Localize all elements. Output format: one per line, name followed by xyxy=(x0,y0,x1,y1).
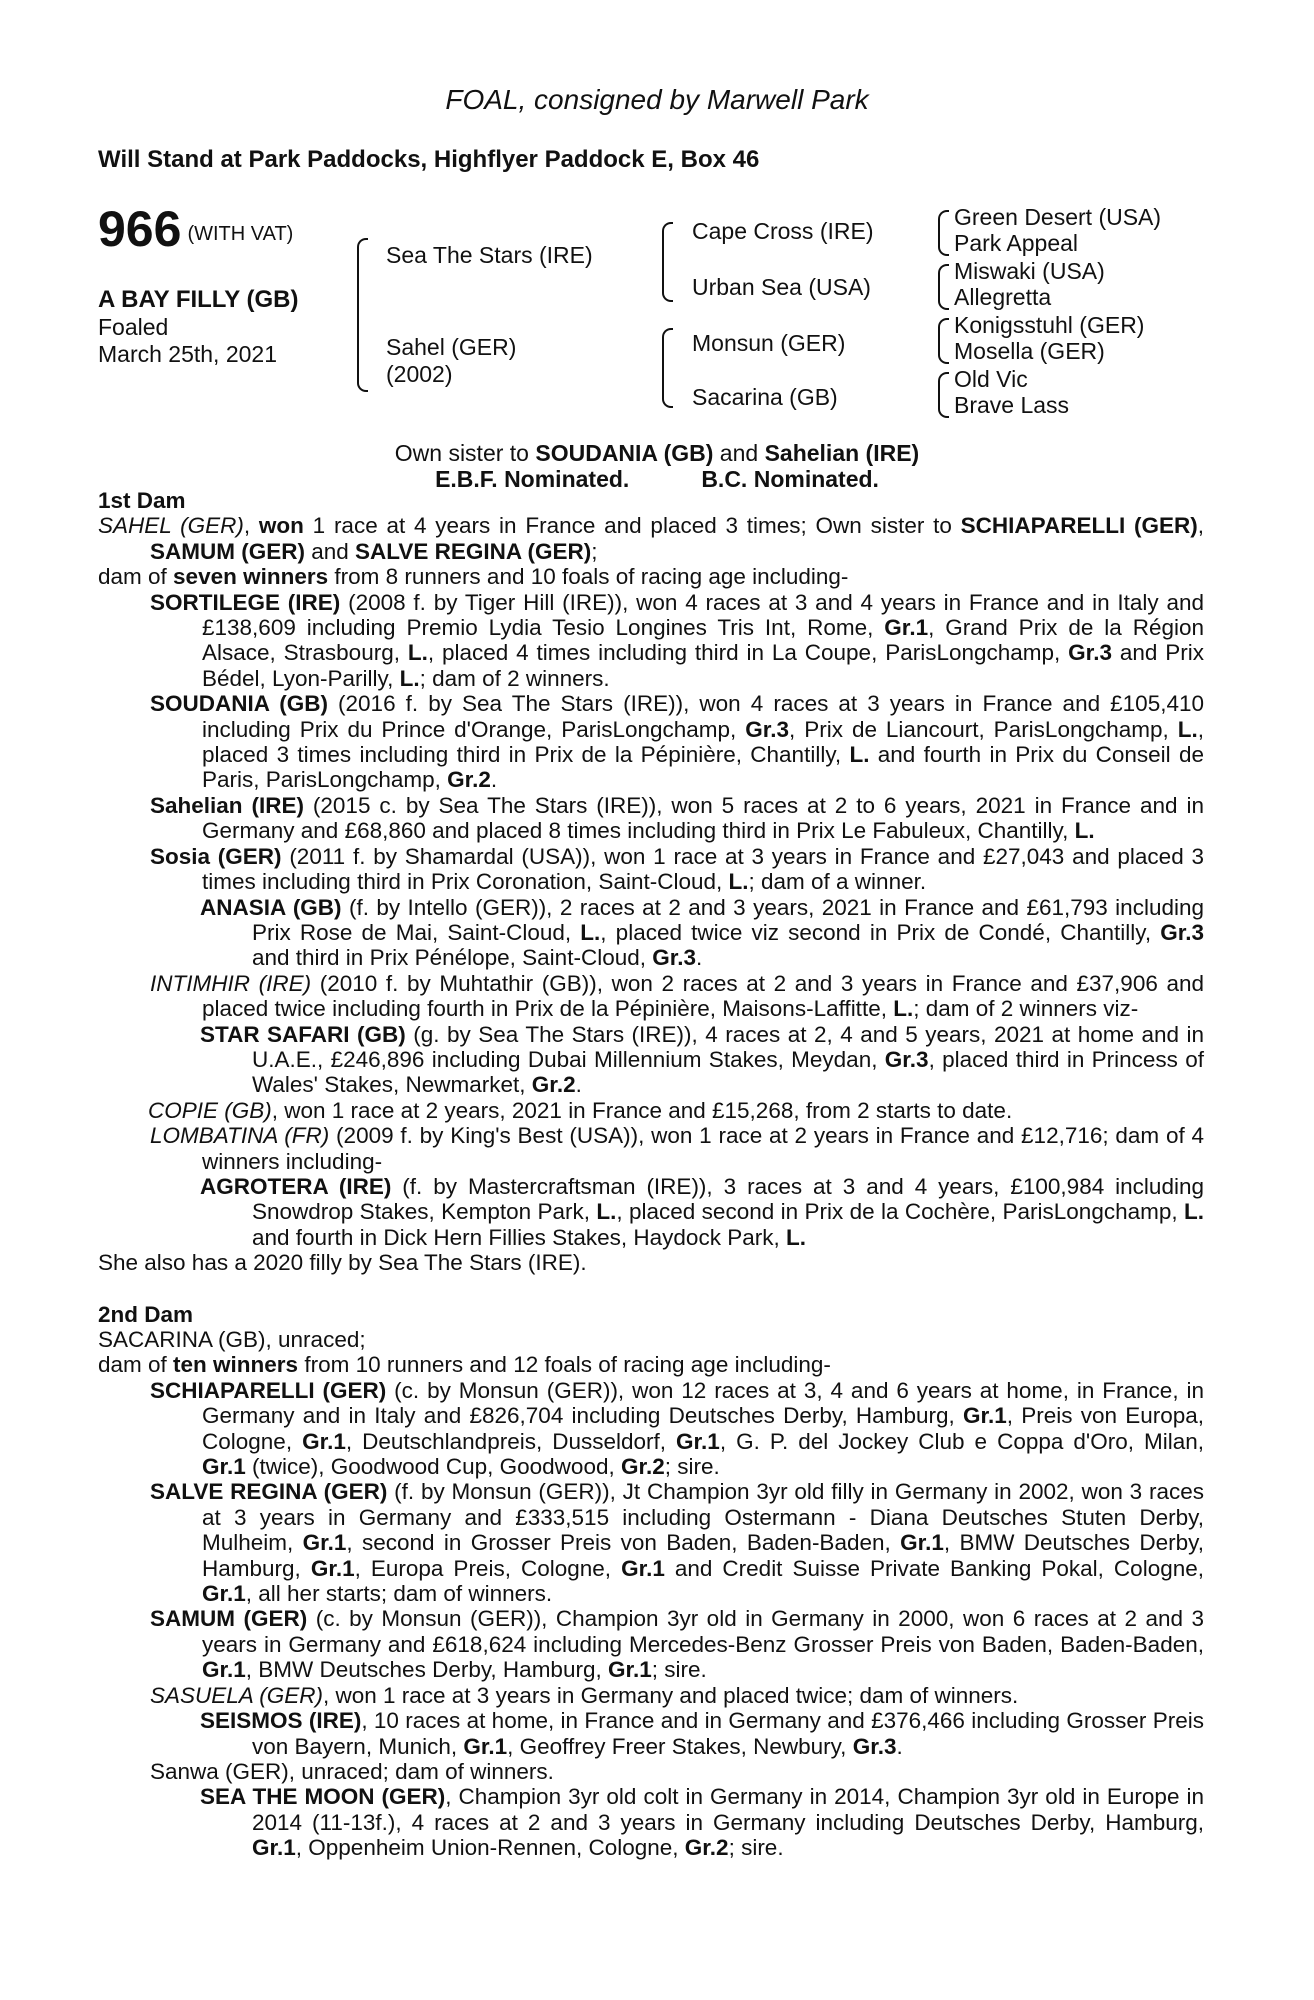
text: , placed 4 times including third in La Coupe, ParisLongchamp, xyxy=(427,640,1069,666)
grade: L. xyxy=(893,996,914,1022)
grade: Gr.3 xyxy=(745,716,790,742)
text: (2015 c. by Sea The Stars (IRE)), won 5 races at 2 to 6 years, 2021 in France and in Germany and £68,860 and placed 8 times including third in Prix Le Fabuleux, Chantilly, xyxy=(202,792,1204,844)
intro-post: from 10 runners and 12 foals of racing age including- xyxy=(298,1352,831,1378)
text: , placed third in Princess of Wales' Stakes, Newmarket, xyxy=(252,1046,1205,1098)
text: , BMW Deutsches Derby, Hamburg, xyxy=(202,1530,1204,1581)
text: . xyxy=(896,1733,903,1759)
foaled-date: March 25th, 2021 xyxy=(98,341,278,367)
text: , Europa Preis, Cologne, xyxy=(354,1555,622,1581)
text: , Champion 3yr old colt in Germany in 2014, Champion 3yr old in Europe in 2014 (11-13f.), 4 races at 2 and 3 years in Germany including Deutsches Derby, Hamburg, xyxy=(252,1784,1204,1835)
dam-record: 1 race at 4 years in France and placed 3 times; Own sister to xyxy=(303,513,961,539)
grade: Gr.1 xyxy=(202,1657,246,1683)
grade: Gr.1 xyxy=(884,615,929,641)
produce-intimhir xyxy=(98,971,1204,1022)
produce-copie xyxy=(98,1098,1204,1123)
produce-sanwa: Sanwa (GER), unraced; dam of winners. xyxy=(150,1758,554,1784)
horse-name: INTIMHIR (IRE) xyxy=(150,970,312,996)
grade: L. xyxy=(849,742,870,768)
grade: Gr.1 xyxy=(310,1555,355,1581)
intro-pre: dam of xyxy=(98,1352,174,1378)
produce-sahelian xyxy=(98,793,1204,844)
pedigree-g5: Konigsstuhl (GER) xyxy=(954,312,1145,338)
grade: Gr.3 xyxy=(884,1046,929,1072)
sister-mid: and xyxy=(713,440,765,466)
text: and Credit Suisse Private Banking Pokal, Cologne, xyxy=(664,1555,1204,1581)
pedigree-sire-sire: Cape Cross (IRE) xyxy=(692,218,874,244)
sibling-1: SCHIAPARELLI (GER) xyxy=(960,513,1198,539)
text: , Oppenheim Union-Rennen, Cologne, xyxy=(295,1835,685,1861)
grade: L. xyxy=(580,919,601,945)
horse-name: Sahelian (IRE) xyxy=(150,792,304,818)
text: , Geoffrey Freer Stakes, Newbury, xyxy=(507,1733,853,1759)
sep-2: and xyxy=(304,538,356,564)
lot-number-value: 966 xyxy=(98,201,182,257)
grade: Gr.3 xyxy=(652,945,697,971)
text: , Prix de Liancourt, ParisLongchamp, xyxy=(789,716,1178,742)
consignor-line: FOAL, consigned by Marwell Park xyxy=(445,84,869,115)
pedigree-g7: Old Vic xyxy=(954,366,1028,392)
winners-count: seven winners xyxy=(173,564,329,590)
second-dam-produce-intro xyxy=(98,1352,1204,1377)
text: , Grand Prix de la Région Alsace, Strasbourg, xyxy=(202,615,1204,666)
produce-samum xyxy=(98,1606,1204,1682)
produce-seismos xyxy=(98,1708,1204,1759)
text: , 10 races at home, in France and in Germany and £376,466 including Grosser Preis von Bayern, Munich, xyxy=(252,1708,1204,1759)
winners-count: ten winners xyxy=(173,1352,299,1378)
grade: Gr.1 xyxy=(302,1530,347,1556)
horse-name: COPIE (GB) xyxy=(148,1097,272,1123)
section-gap xyxy=(98,1276,1204,1302)
pedigree-brace-4 xyxy=(938,210,949,256)
horse-name: SEA THE MOON (GER) xyxy=(200,1784,446,1810)
pedigree-g2: Park Appeal xyxy=(954,230,1079,256)
pedigree-g3: Miswaki (USA) xyxy=(954,258,1105,284)
text: (f. by Monsun (GER)), Jt Champion 3yr old filly in Germany in 2002, won 3 races at 3 years in Germany and £333,515 including Ostermann - Diana Deutsches Stuten Derby, Mulheim, xyxy=(202,1479,1204,1556)
horse-name: SEISMOS (IRE) xyxy=(200,1708,362,1734)
produce-sea-the-moon xyxy=(98,1784,1204,1860)
grade: L. xyxy=(728,869,749,895)
text: , won 1 race at 3 years in Germany and placed twice; dam of winners. xyxy=(322,1682,1019,1708)
first-dam-produce-intro xyxy=(98,564,1204,589)
grade: Gr.2 xyxy=(620,1454,665,1480)
second-dam-summary: SACARINA (GB), unraced; xyxy=(98,1327,366,1352)
ebf-nominated: E.B.F. Nominated. xyxy=(435,466,630,492)
grade: L. xyxy=(1183,1199,1204,1225)
pedigree-g6: Mosella (GER) xyxy=(954,338,1105,364)
text: , all her starts; dam of winners. xyxy=(245,1581,553,1607)
grade: Gr.1 xyxy=(252,1835,296,1861)
lot-title: A BAY FILLY (GB) xyxy=(98,286,299,313)
produce-lombatina xyxy=(98,1123,1204,1174)
text: ; dam of 2 winners viz- xyxy=(913,996,1139,1022)
pedigree-brace-7 xyxy=(938,372,949,418)
pedigree-notes xyxy=(98,488,1204,1861)
text: (2008 f. by Tiger Hill (IRE)), won 4 races at 3 and 4 years in France and in Italy and £138,609 including Premio Lydia Tesio Longines Tris Int, Rome, xyxy=(202,589,1204,641)
text: , placed second in Prix de la Cochère, ParisLongchamp, xyxy=(616,1199,1184,1225)
text: (c. by Monsun (GER)), Champion 3yr old in Germany in 2000, won 6 races at 2 and 3 years in Germany and £618,624 including Mercedes-Benz Grosser Preis von Baden, Baden-Baden, xyxy=(202,1606,1204,1657)
grade: Gr.2 xyxy=(531,1072,576,1098)
text: , BMW Deutsches Derby, Hamburg, xyxy=(245,1657,608,1683)
text: (2009 f. by King's Best (USA)), won 1 race at 2 years in France and £12,716; dam of 4 winners including- xyxy=(202,1123,1205,1174)
text: (c. by Monsun (GER)), won 12 races at 3, 4 and 6 years at home, in France, in Germany and in Italy and £826,704 including Deutsches Derby, Hamburg, xyxy=(202,1377,1204,1429)
grade: Gr.2 xyxy=(684,1835,729,1861)
text: ; sire. xyxy=(728,1835,784,1861)
text: , placed 3 times including third in Prix de la Pépinière, Chantilly, xyxy=(202,716,1204,768)
text: and Prix Bédel, Lyon-Parilly, xyxy=(202,640,1204,691)
horse-name: SASUELA (GER) xyxy=(150,1682,323,1708)
text: , placed twice viz second in Prix de Condé, Chantilly, xyxy=(600,919,1161,945)
grade: Gr.1 xyxy=(676,1428,720,1454)
text: , Preis von Europa, Cologne, xyxy=(202,1403,1204,1454)
pedigree-brace-5 xyxy=(938,264,949,310)
sister-a: SOUDANIA (GB) xyxy=(535,440,714,466)
text: and fourth in Prix du Conseil de Paris, ParisLongchamp, xyxy=(202,742,1205,793)
produce-schiaparelli xyxy=(98,1378,1204,1480)
own-sister-line xyxy=(0,440,1314,467)
grade: Gr.1 xyxy=(607,1657,652,1683)
horse-name: SOUDANIA (GB) xyxy=(150,691,328,717)
intro-pre: dam of xyxy=(98,564,174,590)
grade: Gr.1 xyxy=(463,1733,508,1759)
horse-name: Sosia (GER) xyxy=(150,843,282,869)
first-dam-summary: SAHEL (GER), won 1 race at 4 years in France and placed 3 times; Own sister to SCHIAPARELLI (GER), SAMUM (GER) and SALVE REGINA (GER); xyxy=(98,513,1204,564)
text: (f. by Intello (GER)), 2 races at 2 and 3 years, 2021 in France and £61,793 including Prix Rose de Mai, Saint-Cloud, xyxy=(252,894,1204,945)
sibling-3: SALVE REGINA (GER) xyxy=(355,538,592,564)
pedigree-dam: Sahel (GER) xyxy=(386,334,517,360)
text: (2016 f. by Sea The Stars (IRE)), won 4 races at 3 years in France and £105,410 including Prix du Prince d'Orange, ParisLongchamp, xyxy=(202,691,1205,742)
produce-sortilege xyxy=(98,590,1204,692)
text: . xyxy=(490,767,498,793)
grade: L. xyxy=(785,1224,806,1250)
grade: Gr.3 xyxy=(1068,640,1112,666)
stable-location: Will Stand at Park Paddocks, Highflyer Paddock E, Box 46 xyxy=(98,146,760,173)
produce-star-safari xyxy=(98,1022,1204,1098)
grade: Gr.1 xyxy=(962,1403,1007,1429)
grade: L. xyxy=(399,665,420,691)
second-dam-heading: 2nd Dam xyxy=(98,1301,194,1327)
text: ; sire. xyxy=(651,1657,707,1683)
horse-name: AGROTERA (IRE) xyxy=(200,1173,392,1199)
pedigree-brace-6 xyxy=(938,318,949,364)
grade: Gr.1 xyxy=(202,1581,246,1607)
intro-post: from 8 runners and 10 foals of racing age including- xyxy=(328,564,849,590)
text: ; sire. xyxy=(664,1454,720,1480)
horse-name: SALVE REGINA (GER) xyxy=(150,1479,388,1505)
pedigree-brace-1 xyxy=(357,238,368,392)
produce-agrotera xyxy=(98,1174,1204,1250)
sep-3: ; xyxy=(591,538,598,564)
sister-pre: Own sister to xyxy=(394,440,536,466)
text: (2011 f. by Shamardal (USA)), won 1 race at 3 years in France and £27,043 and placed 3 times including third in Prix Coronation, Saint-Cloud, xyxy=(202,843,1204,895)
pedigree-sire: Sea The Stars (IRE) xyxy=(386,242,593,268)
horse-name: STAR SAFARI (GB) xyxy=(200,1021,406,1047)
pedigree-dam-sire: Monsun (GER) xyxy=(692,330,846,356)
foaled-info xyxy=(98,314,277,368)
text: and fourth in Dick Hern Fillies Stakes, Haydock Park, xyxy=(252,1224,786,1250)
pedigree-g1: Green Desert (USA) xyxy=(954,204,1162,230)
foaled-label: Foaled xyxy=(98,314,169,340)
text: . xyxy=(696,945,703,971)
horse-name: ANASIA (GB) xyxy=(200,894,342,920)
grade: L. xyxy=(1177,716,1198,742)
horse-name: SAMUM (GER) xyxy=(150,1606,308,1632)
grade: L. xyxy=(1074,818,1095,844)
dam-name: SAHEL (GER) xyxy=(98,513,244,539)
text: (twice), Goodwood Cup, Goodwood, xyxy=(245,1454,621,1480)
sister-b: Sahelian (IRE) xyxy=(764,440,920,466)
horse-name: SORTILEGE (IRE) xyxy=(150,589,341,615)
produce-anasia xyxy=(98,895,1204,971)
grade: Gr.1 xyxy=(202,1454,246,1480)
produce-soudania xyxy=(98,691,1204,793)
text: , second in Grosser Preis von Baden, Baden-Baden, xyxy=(346,1530,901,1556)
horse-name: LOMBATINA (FR) xyxy=(150,1123,330,1149)
first-dam-heading: 1st Dam xyxy=(98,488,186,513)
produce-sasuela xyxy=(98,1683,1204,1708)
sibling-2: SAMUM (GER) xyxy=(150,538,305,564)
produce-sosia xyxy=(98,844,1204,895)
grade: Gr.3 xyxy=(852,1733,897,1759)
text: . xyxy=(575,1072,582,1098)
horse-name: SCHIAPARELLI (GER) xyxy=(150,1377,387,1403)
grade: Gr.1 xyxy=(900,1530,944,1556)
text: ; dam of a winner. xyxy=(748,869,927,895)
won-label: won xyxy=(258,513,304,539)
grade: Gr.3 xyxy=(1160,919,1204,945)
lot-number xyxy=(98,201,294,257)
pedigree-g8: Brave Lass xyxy=(954,392,1070,418)
text: and third in Prix Pénélope, Saint-Cloud, xyxy=(252,945,653,971)
text: , G. P. del Jockey Club e Coppa d'Oro, Milan, xyxy=(719,1428,1204,1454)
pedigree-brace-3 xyxy=(662,328,673,408)
grade: L. xyxy=(596,1199,617,1225)
pedigree-dam-year: (2002) xyxy=(386,361,453,387)
text: (f. by Mastercraftsman (IRE)), 3 races at 3 and 4 years, £100,984 including Snowdrop Stakes, Kempton Park, xyxy=(252,1173,1204,1225)
pedigree-sire-dam: Urban Sea (USA) xyxy=(692,274,871,300)
grade: Gr.2 xyxy=(447,767,491,793)
grade: Gr.1 xyxy=(302,1428,346,1454)
text: ; dam of 2 winners. xyxy=(419,665,610,691)
vat-label: (WITH VAT) xyxy=(187,223,294,245)
text: (g. by Sea The Stars (IRE)), 4 races at 2, 4 and 5 years, 2021 at home and in U.A.E., £246,896 including Dubai Millennium Stakes, Meydan, xyxy=(252,1021,1205,1072)
grade: Gr.1 xyxy=(621,1555,665,1581)
sep-1: , xyxy=(1197,513,1204,539)
bc-nominated: B.C. Nominated. xyxy=(701,466,879,492)
also-has: She also has a 2020 filly by Sea The Stars (IRE). xyxy=(98,1250,587,1276)
pedigree-g4: Allegretta xyxy=(954,284,1052,310)
text: , won 1 race at 2 years, 2021 in France and £15,268, from 2 starts to date. xyxy=(271,1097,1013,1123)
pedigree-brace-2 xyxy=(662,222,673,302)
text: (2010 f. by Muhtathir (GB)), won 2 races at 2 and 3 years in France and £37,906 and placed twice including fourth in Prix de la Pépinière, Maisons-Laffitte, xyxy=(202,970,1204,1022)
produce-salve-regina xyxy=(98,1479,1204,1606)
pedigree-dam-dam: Sacarina (GB) xyxy=(692,384,838,410)
text: , Deutschlandpreis, Dusseldorf, xyxy=(345,1428,677,1454)
grade: L. xyxy=(407,640,428,666)
